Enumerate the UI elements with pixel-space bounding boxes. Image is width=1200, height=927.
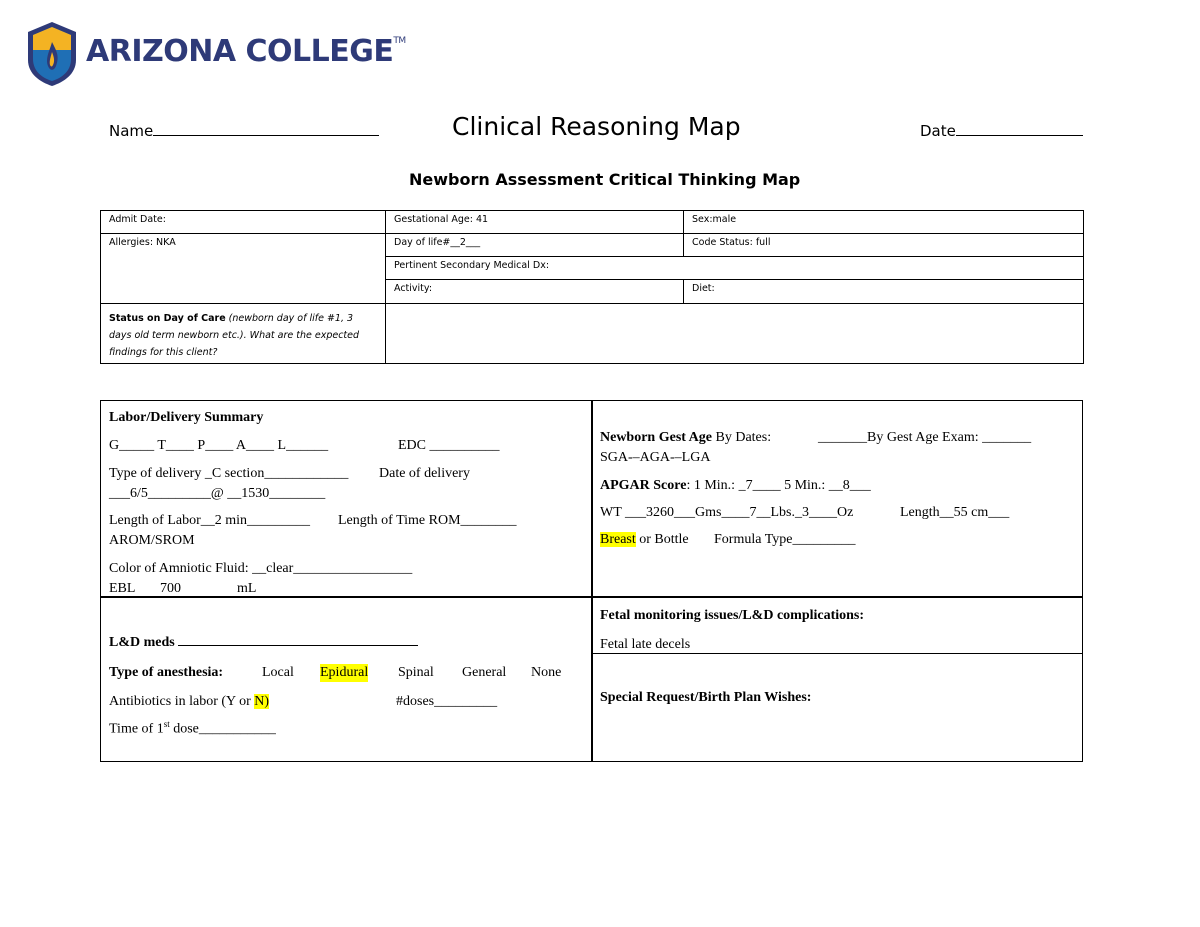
- anesthesia-option-local[interactable]: Local: [262, 665, 294, 680]
- arizona-college-logo: [26, 20, 406, 88]
- formula-type-field[interactable]: Formula Type_________: [714, 532, 856, 547]
- anesthesia-option-general[interactable]: General: [462, 665, 507, 680]
- status-label: Status on Day of Care: [109, 312, 226, 324]
- labor-heading: Labor/Delivery Summary: [109, 410, 264, 425]
- allergies-cell[interactable]: Allergies: NKA: [101, 234, 386, 303]
- labor-length-field[interactable]: Length of Labor__2 min_________: [109, 513, 311, 528]
- date-field[interactable]: [920, 122, 1083, 140]
- sga-aga-lga[interactable]: SGA-–AGA-–LGA: [600, 450, 711, 465]
- ebl-value[interactable]: 700: [160, 581, 181, 596]
- ld-meds-label: L&D meds: [109, 635, 175, 650]
- rom-length-field[interactable]: Length of Time ROM________: [338, 513, 517, 528]
- status-answer-cell[interactable]: [386, 303, 1084, 363]
- special-request-heading: Special Request/Birth Plan Wishes:: [600, 690, 812, 705]
- fetal-monitoring-value[interactable]: Fetal late decels: [600, 637, 691, 652]
- page-title: Clinical Reasoning Map: [452, 112, 741, 141]
- antibiotics-field[interactable]: Antibiotics in labor (Y or N): [109, 694, 270, 709]
- trademark: TM: [393, 36, 406, 46]
- anesthesia-label: Type of anesthesia:: [109, 665, 224, 680]
- ebl-unit: mL: [237, 581, 257, 596]
- shield-icon: [26, 20, 78, 88]
- gtpal-field[interactable]: G_____ T____ P____ A____ L______: [109, 438, 329, 453]
- gest-age-label: Newborn Gest Age: [600, 430, 712, 445]
- by-exam-field[interactable]: _______By Gest Age Exam: _______: [818, 430, 1032, 445]
- grid-divider-vertical: [591, 401, 593, 761]
- patient-info-table: [100, 210, 1084, 364]
- fetal-monitoring-heading: Fetal monitoring issues/L&D complications:: [600, 608, 865, 623]
- anesthesia-option-epidural[interactable]: Epidural: [320, 665, 369, 680]
- doses-field[interactable]: #doses_________: [396, 694, 498, 709]
- secondary-dx-cell[interactable]: Pertinent Secondary Medical Dx:: [386, 257, 1084, 280]
- date-line: [956, 135, 1083, 136]
- weight-field[interactable]: WT ___3260___Gms____7__Lbs._3____Oz: [600, 505, 854, 520]
- gestational-age-cell[interactable]: Gestational Age: 41: [386, 211, 684, 234]
- name-field[interactable]: [109, 122, 379, 140]
- anesthesia-option-none[interactable]: None: [531, 665, 562, 680]
- ld-meds-line: [178, 645, 418, 646]
- length-field[interactable]: Length__55 cm___: [900, 505, 1010, 520]
- apgar-values: : 1 Min.: _7____ 5 Min.: __8___: [686, 478, 871, 493]
- ld-meds-field[interactable]: [109, 634, 418, 652]
- page-subtitle: Newborn Assessment Critical Thinking Map: [409, 170, 801, 189]
- apgar-label: APGAR Score: [600, 478, 687, 493]
- apgar-row[interactable]: [600, 477, 871, 495]
- status-hint: (newborn day of life #1, 3 days old term newborn etc.). What are the expected findings for this client?: [109, 312, 360, 358]
- status-on-day-of-care-cell: [101, 303, 386, 363]
- by-dates-field[interactable]: By Dates:: [712, 430, 772, 445]
- arom-srom-field[interactable]: AROM/SROM: [109, 533, 195, 548]
- anesthesia-option-spinal[interactable]: Spinal: [398, 665, 434, 680]
- delivery-type-field[interactable]: Type of delivery _C section____________: [109, 466, 349, 481]
- antibiotics-no-option[interactable]: N): [254, 694, 270, 709]
- amniotic-fluid-field[interactable]: Color of Amniotic Fluid: __clear_________________: [109, 561, 413, 576]
- logo-wordmark: ARIZONA COLLEGE™: [86, 34, 406, 69]
- day-of-life-cell[interactable]: Day of life#__2___: [386, 234, 684, 257]
- date-label: Date: [920, 122, 956, 140]
- first-dose-field[interactable]: Time of 1st dose___________: [109, 719, 276, 737]
- diet-cell[interactable]: Diet:: [684, 280, 1084, 303]
- delivery-date-label: Date of delivery: [379, 466, 470, 481]
- name-label: Name: [109, 122, 154, 140]
- activity-cell[interactable]: Activity:: [386, 280, 684, 303]
- name-line: [153, 135, 379, 136]
- feeding-row[interactable]: [600, 531, 689, 549]
- edc-field[interactable]: EDC __________: [398, 438, 500, 453]
- gest-age-row: [600, 429, 771, 447]
- sex-cell[interactable]: Sex:male: [684, 211, 1084, 234]
- bottle-option[interactable]: or Bottle: [635, 532, 689, 547]
- delivery-date-field[interactable]: ___6/5_________@ __1530________: [109, 486, 326, 501]
- breast-option[interactable]: Breast: [600, 532, 636, 547]
- ebl-label: EBL: [109, 581, 136, 596]
- admit-date-cell[interactable]: Admit Date:: [101, 211, 386, 234]
- delivery-summary-grid: [100, 400, 1083, 762]
- code-status-cell[interactable]: Code Status: full: [684, 234, 1084, 257]
